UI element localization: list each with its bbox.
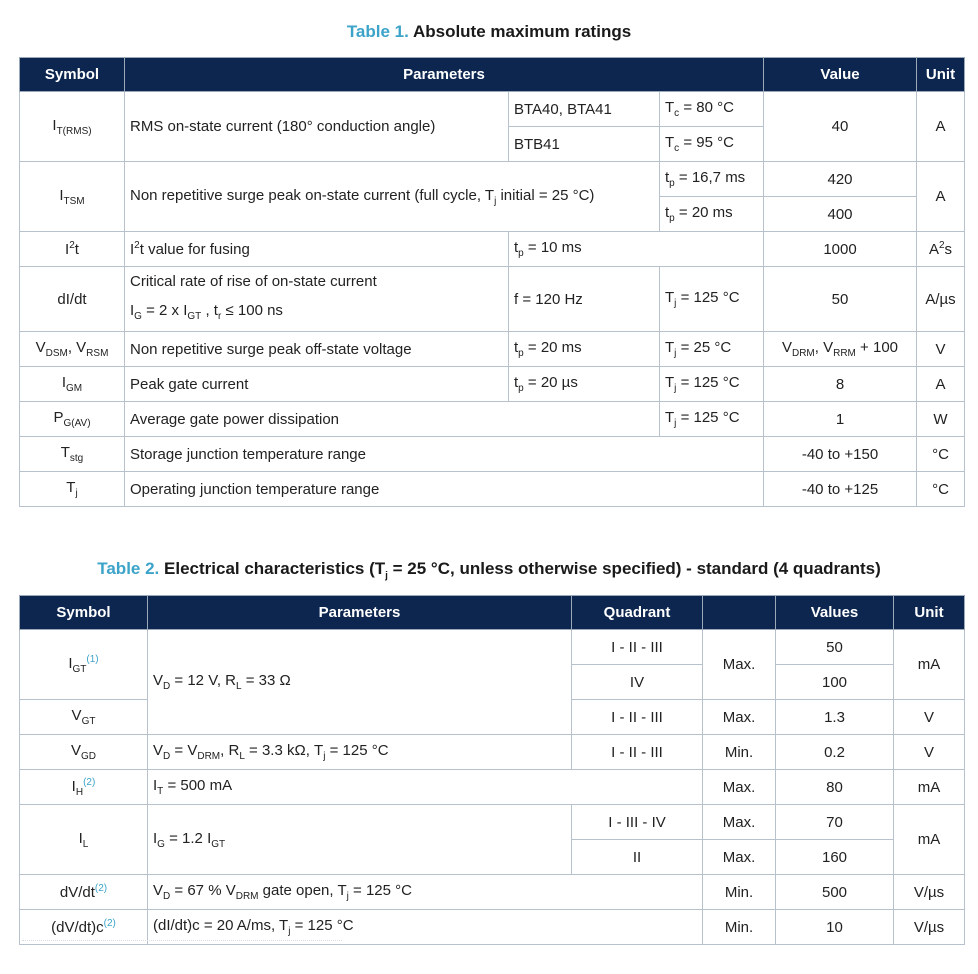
param-text: Non repetitive surge peak off-state voltage — [125, 332, 509, 367]
quadrant-cell: I - II - III — [572, 735, 703, 770]
condition-temp: $T_c = 95$ °C — [660, 127, 764, 162]
unit-cell: W — [917, 402, 965, 437]
condition-time: $t_p = 20$ ms — [660, 197, 764, 232]
symbol-didt: dI/dt — [20, 267, 125, 332]
quadrant-cell: I - III - IV — [572, 805, 703, 840]
symbol-tj: $T_j$ — [20, 472, 125, 507]
condition-time: $t_p = 20$ µs — [509, 367, 660, 402]
unit-cell: A — [917, 367, 965, 402]
header-value: Value — [764, 58, 917, 92]
minmax-cell: Min. — [703, 735, 776, 770]
unit-cell: °C — [917, 437, 965, 472]
param-text: Peak gate current — [125, 367, 509, 402]
condition-temp: $T_j = 125$ °C — [660, 267, 764, 332]
quadrant-cell: II — [572, 840, 703, 875]
symbol-igt: $I_{GT}^{(1)}$ — [20, 630, 148, 700]
header-symbol: Symbol — [20, 596, 148, 630]
condition-frequency: f = 120 Hz — [509, 267, 660, 332]
table-row — [20, 875, 965, 910]
table1-caption — [0, 22, 978, 42]
value-cell: 8 — [764, 367, 917, 402]
unit-cell: mA — [894, 630, 965, 700]
unit-cell: A/µs — [917, 267, 965, 332]
electrical-characteristics-table — [19, 595, 965, 945]
header-values: Values — [776, 596, 894, 630]
table-row — [20, 92, 965, 127]
value-cell: 0.2 — [776, 735, 894, 770]
param-text: Non repetitive surge peak on-state current (full cycle, $T_j$ initial = 25 °C) — [125, 162, 660, 232]
condition-time: $t_p = 20$ ms — [509, 332, 660, 367]
param-text: (dI/dt)c = 20 A/ms, $T_j = 125$ °C — [148, 910, 703, 945]
param-text — [125, 267, 509, 332]
table-row — [20, 630, 965, 665]
unit-cell: V — [917, 332, 965, 367]
table-row — [20, 735, 965, 770]
table-row — [20, 770, 965, 805]
minmax-cell: Min. — [703, 875, 776, 910]
quadrant-cell: I - II - III — [572, 630, 703, 665]
value-cell: 80 — [776, 770, 894, 805]
header-quadrant: Quadrant — [572, 596, 703, 630]
unit-cell: V/µs — [894, 910, 965, 945]
value-cell: -40 to +150 — [764, 437, 917, 472]
table-header-row — [20, 58, 965, 92]
unit-cell: A — [917, 92, 965, 162]
unit-cell: V/µs — [894, 875, 965, 910]
table2-caption-number: Table 2. — [97, 559, 160, 578]
minmax-cell: Min. — [703, 910, 776, 945]
condition-temp: $T_j = 125$ °C — [660, 367, 764, 402]
value-cell: 500 — [776, 875, 894, 910]
symbol-tstg: $T_{stg}$ — [20, 437, 125, 472]
unit-cell: mA — [894, 805, 965, 875]
value-cell: 50 — [776, 630, 894, 665]
table-row — [20, 332, 965, 367]
quadrant-cell: IV — [572, 665, 703, 700]
table-row — [20, 472, 965, 507]
table-header-row — [20, 596, 965, 630]
symbol-il: $I_L$ — [20, 805, 148, 875]
minmax-cell: Max. — [703, 805, 776, 840]
value-cell: $V_{DRM}$, $V_{RRM} + 100$ — [764, 332, 917, 367]
param-text: $V_D = 67$ % $V_{DRM}$ gate open, $T_j = 125$ °C — [148, 875, 703, 910]
symbol-dvdt: $dV/dt^{(2)}$ — [20, 875, 148, 910]
param-text: Average gate power dissipation — [125, 402, 660, 437]
param-text: $I_G = 1.2$ $I_{GT}$ — [148, 805, 572, 875]
header-symbol: Symbol — [20, 58, 125, 92]
header-unit: Unit — [894, 596, 965, 630]
param-text: Operating junction temperature range — [125, 472, 764, 507]
value-cell: 1 — [764, 402, 917, 437]
table2-caption — [0, 559, 978, 581]
condition-time: $t_p = 10$ ms — [509, 232, 764, 267]
value-cell: 100 — [776, 665, 894, 700]
unit-cell: V — [894, 700, 965, 735]
condition-temp: $T_j = 25$ °C — [660, 332, 764, 367]
param-text: $I^2t$ value for fusing — [125, 232, 509, 267]
value-cell: 40 — [764, 92, 917, 162]
absolute-max-ratings-table-body — [19, 57, 965, 507]
table-row — [20, 267, 965, 332]
table-row — [20, 805, 965, 840]
minmax-cell: Max. — [703, 770, 776, 805]
symbol-vgd: $V_{GD}$ — [20, 735, 148, 770]
condition-temp: $T_c = 80$ °C — [660, 92, 764, 127]
param-text: $I_T = 500$ mA — [148, 770, 703, 805]
unit-cell: A — [917, 162, 965, 232]
value-cell: 1.3 — [776, 700, 894, 735]
value-cell: -40 to +125 — [764, 472, 917, 507]
header-parameters: Parameters — [148, 596, 572, 630]
unit-cell: mA — [894, 770, 965, 805]
symbol-igm: $I_{GM}$ — [20, 367, 125, 402]
symbol-dvdt-c: $(dV/dt)c^{(2)}$ — [20, 910, 148, 945]
minmax-cell: Max. — [703, 630, 776, 700]
symbol-vdsm-vrsm: $V_{DSM}$, $V_{RSM}$ — [20, 332, 125, 367]
table-row — [20, 232, 965, 267]
value-cell: 10 — [776, 910, 894, 945]
value-cell: 70 — [776, 805, 894, 840]
condition-temp: $T_j = 125$ °C — [660, 402, 764, 437]
unit-cell: V — [894, 735, 965, 770]
condition-device: BTA40, BTA41 — [509, 92, 660, 127]
unit-cell: °C — [917, 472, 965, 507]
table-row — [20, 437, 965, 472]
symbol-vgt: $V_{GT}$ — [20, 700, 148, 735]
footer-divider — [22, 940, 342, 947]
table1-caption-number: Table 1. — [346, 22, 409, 41]
param-line-1: Critical rate of rise of on-state current — [130, 273, 377, 290]
value-cell: 50 — [764, 267, 917, 332]
param-line-2: $I_G = 2$ x $I_{GT}$ , $t_r \le 100$ ns — [130, 302, 283, 322]
symbol-itsm: $I_{TSM}$ — [20, 162, 125, 232]
value-cell: 400 — [764, 197, 917, 232]
param-text: RMS on-state current (180° conduction angle) — [125, 92, 509, 162]
value-cell: 160 — [776, 840, 894, 875]
symbol-i2t: $I^2t$ — [20, 232, 125, 267]
table-row — [20, 402, 965, 437]
table2-caption-title: Electrical characteristics ($T_j = 25$ °C, unless otherwise specified) - standard (4 quadrants) — [164, 559, 881, 582]
minmax-cell: Max. — [703, 700, 776, 735]
header-unit: Unit — [917, 58, 965, 92]
condition-time: $t_p = 16,7$ ms — [660, 162, 764, 197]
table-row — [20, 162, 965, 197]
param-text: $V_D = V_{DRM}$, $R_L = 3.3$ kΩ, $T_j = 125$ °C — [148, 735, 572, 770]
unit-cell: $A^2s$ — [917, 232, 965, 267]
value-cell: 420 — [764, 162, 917, 197]
condition-device: BTB41 — [509, 127, 660, 162]
param-text: Storage junction temperature range — [125, 437, 764, 472]
header-parameters: Parameters — [125, 58, 764, 92]
param-text: $V_D = 12$ V, $R_L = 33$ Ω — [148, 630, 572, 735]
symbol-it-rms: $I_{T(RMS)}$ — [20, 92, 125, 162]
symbol-ih: $I_H^{(2)}$ — [20, 770, 148, 805]
quadrant-cell: I - II - III — [572, 700, 703, 735]
minmax-cell: Max. — [703, 840, 776, 875]
symbol-pgav: $P_{G(AV)}$ — [20, 402, 125, 437]
table1-caption-title: Absolute maximum ratings — [412, 22, 632, 41]
header-minmax — [703, 596, 776, 630]
table-row — [20, 367, 965, 402]
value-cell: 1000 — [764, 232, 917, 267]
